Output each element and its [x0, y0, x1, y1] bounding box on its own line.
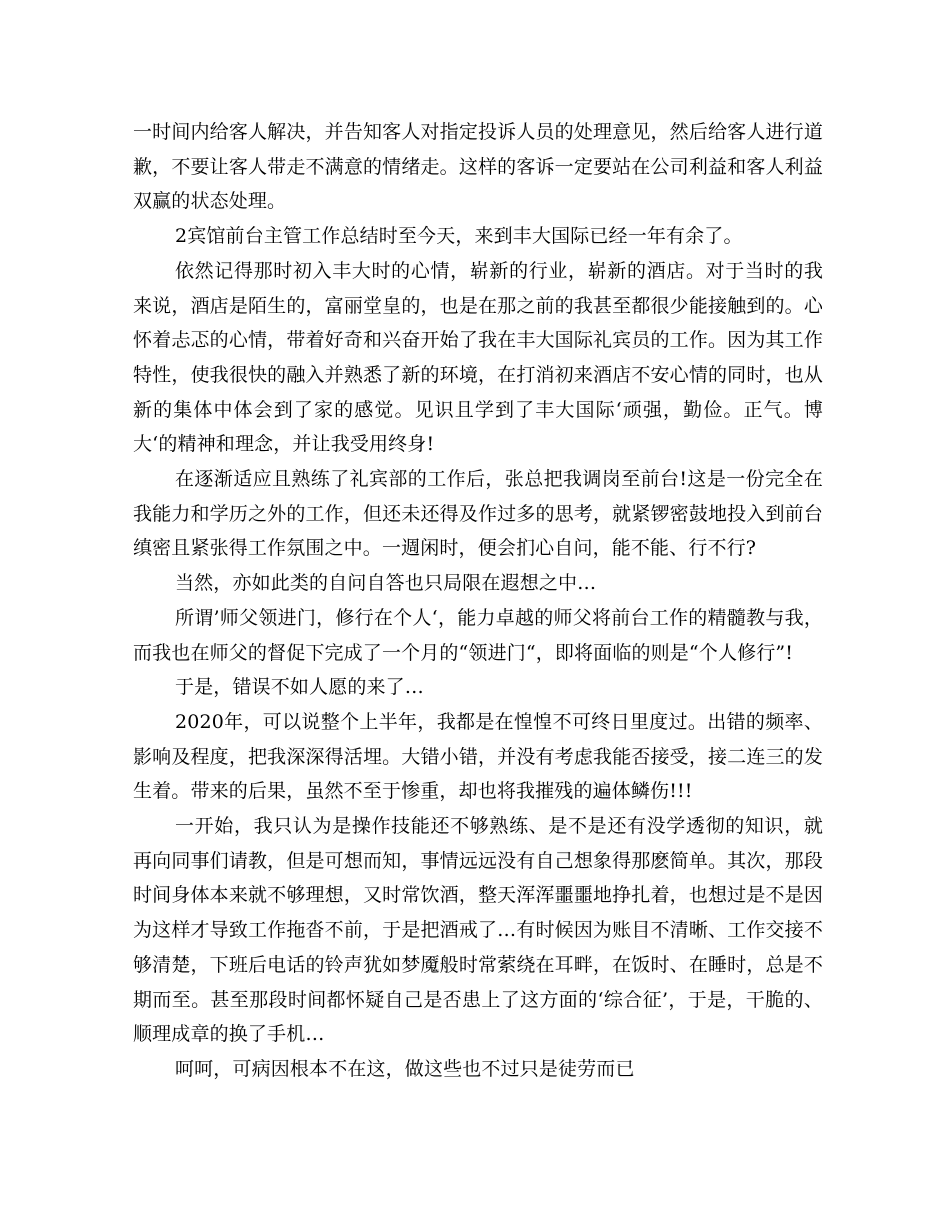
paragraph: 当然，亦如此类的自问自答也只局限在遐想之中…: [175, 572, 597, 595]
paragraph: 呵呵，可病因根本不在这，做这些也不过只是徒劳而已: [175, 1057, 635, 1080]
paragraph: 2020年，可以说整个上半年，我都是在惶惶不可终日里度过。出错的频率、影响及程度，把我深深得活埋。大错小错，并没有考虑我能否接受，接二连三的发生着。带来的后果，虽然不至于惨重，却也将我摧残的遍体鳞伤!!!: [133, 710, 823, 803]
paragraph: 于是，错误不如人愿的来了…: [175, 676, 424, 699]
paragraph: 依然记得那时初入丰大时的心情，崭新的行业，崭新的酒店。对于当时的我来说，酒店是陌生的，富丽堂皇的，也是在那之前的我甚至都很少能接触到的。心怀着忐忑的心情，带着好奇和兴奋开始了我在丰大国际礼宾员的工作。因为其工作特性，使我很快的融入并熟悉了新的环境，在打消初来酒店不安心情的同时，也从新的集体中体会到了家的感觉。见识且学到了丰大国际‘顽强，勤俭。正气。博大‘的精神和理念，并让我受用终身!: [133, 259, 823, 456]
paragraph: 2宾馆前台主管工作总结时至今天，来到丰大国际已经一年有余了。: [175, 225, 743, 248]
document-body: [133, 115, 823, 1087]
paragraph: 一开始，我只认为是操作技能还不够熟练、是不是还有没学透彻的知识，就再向同事们请教，但是可想而知，事情远远没有自己想象得那麽简单。其次，那段时间身体本来就不够理想，又时常饮酒，整天浑浑噩噩地挣扎着，也想过是不是因为这样才导致工作拖沓不前，于是把酒戒了…有时候因为账目不清晰、工作交接不够清楚，下班后电话的铃声犹如梦魇般时常萦绕在耳畔，在饭时、在睡时，总是不期而至。甚至那段时间都怀疑自己是否患上了这方面的‘综合征’，于是，干脆的、顺理成章的换了手机…: [133, 815, 823, 1046]
paragraph: 所谓’师父领进门，修行在个人‘，能力卓越的师父将前台工作的精髓教与我，而我也在师父的督促下完成了一个月的“领进门“，即将面临的则是“个人修行”!: [133, 606, 823, 664]
paragraph: 在逐渐适应且熟练了礼宾部的工作后，张总把我调岗至前台!这是一份完全在我能力和学历之外的工作，但还未还得及作过多的思考，就紧锣密鼓地投入到前台缜密且紧张得工作氛围之中。一週闲时，便会扪心自问，能不能、行不行?: [133, 468, 823, 560]
paragraph: 一时间内给客人解决，并告知客人对指定投诉人员的处理意见，然后给客人进行道歉，不要让客人带走不满意的情绪走。这样的客诉一定要站在公司利益和客人利益双赢的状态处理。: [133, 121, 823, 213]
